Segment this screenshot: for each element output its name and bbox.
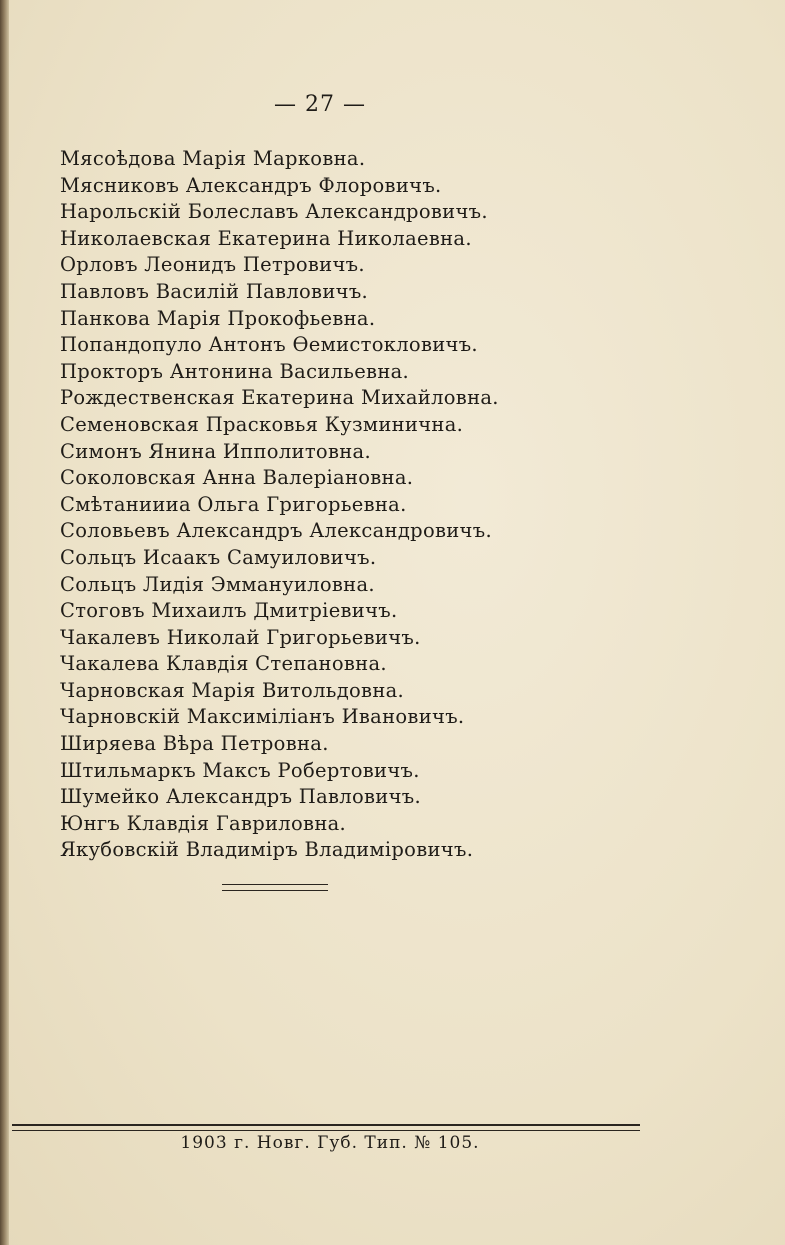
printer-imprint: 1903 г. Новг. Губ. Тип. № 105.	[180, 1133, 480, 1153]
list-item: Ширяева Вѣра Петровна.	[60, 732, 329, 756]
end-of-list-double-rule	[222, 884, 328, 891]
list-item: Чакалевъ Николай Григорьевичъ.	[60, 625, 421, 649]
name-list	[60, 146, 499, 864]
list-item: Панкова Марія Прокофьевна.	[60, 306, 376, 330]
list-item: Чарновскій Максиміліанъ Ивановичъ.	[60, 705, 465, 729]
list-item: Орловъ Леонидъ Петровичъ.	[60, 253, 365, 277]
list-item: Мясниковъ Александръ Флоровичъ.	[60, 173, 442, 197]
list-item: Сольцъ Исаакъ Самуиловичъ.	[60, 545, 377, 569]
list-item: Рождественская Екатерина Михайловна.	[60, 386, 499, 410]
list-item: Мясоѣдова Марія Марковна.	[60, 147, 366, 170]
page-spine-edge	[0, 0, 9, 1245]
list-item: Шумейко Александръ Павловичъ.	[60, 785, 421, 809]
footer-rule	[12, 1124, 640, 1131]
list-item: Соловьевъ Александръ Александровичъ.	[60, 519, 492, 543]
list-item: Штильмаркъ Максъ Робертовичъ.	[60, 758, 420, 782]
list-item: Нарольскій Болеславъ Александровичъ.	[60, 200, 488, 224]
list-item: Чакалева Клавдія Степановна.	[60, 652, 387, 676]
list-item: Павловъ Василій Павловичъ.	[60, 279, 369, 303]
list-item: Сольцъ Лидія Эммануиловна.	[60, 572, 375, 596]
list-item: Попандопуло Антонъ Ѳемистокловичъ.	[60, 333, 478, 357]
list-item: Соколовская Анна Валеріановна.	[60, 466, 414, 490]
page-number: — 27 —	[274, 92, 366, 117]
list-item: Якубовскій Владиміръ Владиміровичъ.	[60, 838, 474, 862]
list-item: Симонъ Янина Ипполитовна.	[60, 439, 371, 463]
list-item: Николаевская Екатерина Николаевна.	[60, 226, 472, 250]
list-item: Стоговъ Михаилъ Дмитріевичъ.	[60, 599, 398, 623]
list-item: Прокторъ Антонина Васильевна.	[60, 359, 410, 383]
list-item: Смѣтаниииа Ольга Григорьевна.	[60, 492, 407, 516]
list-item: Юнгъ Клавдія Гавриловна.	[60, 811, 347, 835]
list-item: Семеновская Прасковья Кузминична.	[60, 412, 464, 436]
list-item: Чарновская Марія Витольдовна.	[60, 678, 405, 702]
